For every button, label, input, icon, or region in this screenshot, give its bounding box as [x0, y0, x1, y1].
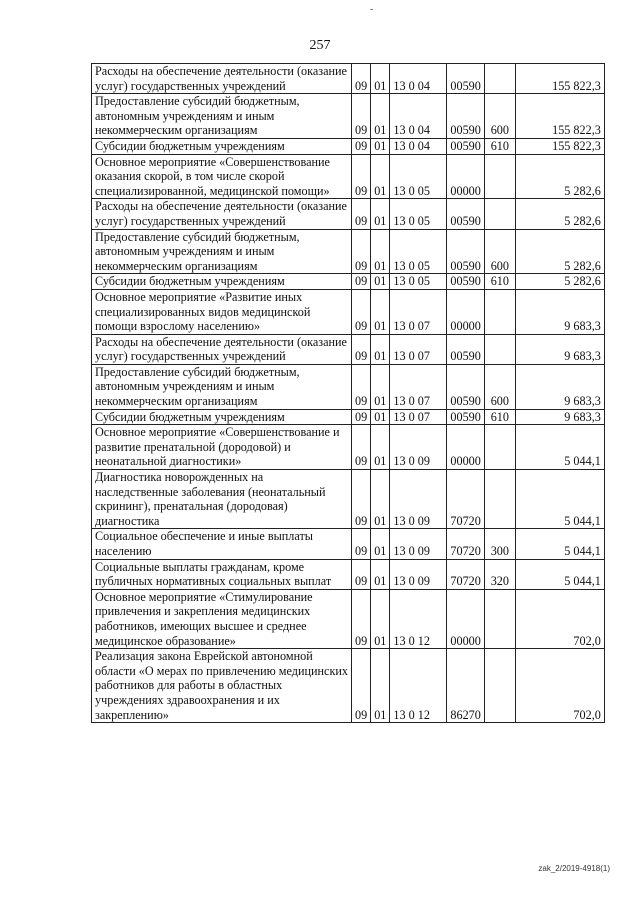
program-code: 13 0 07 [390, 289, 447, 334]
program-code: 13 0 07 [390, 334, 447, 364]
type-code [484, 425, 515, 470]
expense-code: 70720 [447, 529, 484, 559]
amount: 5 282,6 [515, 274, 604, 290]
program-code: 13 0 05 [390, 199, 447, 229]
subsection-code: 01 [371, 274, 390, 290]
type-code: 600 [484, 94, 515, 139]
section-code: 09 [352, 559, 371, 589]
type-code: 300 [484, 529, 515, 559]
table-row [92, 199, 605, 229]
subsection-code: 01 [371, 425, 390, 470]
section-code: 09 [352, 289, 371, 334]
program-code: 13 0 09 [390, 529, 447, 559]
page-number: 257 [309, 38, 331, 53]
expense-code: 00590 [447, 274, 484, 290]
subsection-code: 01 [371, 334, 390, 364]
expense-code: 00590 [447, 364, 484, 409]
type-code: 610 [484, 274, 515, 290]
type-code [484, 334, 515, 364]
row-name: Диагностика новорожденных на наследственные заболевания (неонатальный скрининг), пренатальная (дородовая) диагностика [92, 470, 352, 529]
table-row [92, 274, 605, 290]
table-row [92, 529, 605, 559]
amount: 5 282,6 [515, 199, 604, 229]
expense-code: 00590 [447, 334, 484, 364]
amount: 9 683,3 [515, 409, 604, 425]
type-code: 600 [484, 229, 515, 274]
subsection-code: 01 [371, 138, 390, 154]
section-code: 09 [352, 529, 371, 559]
type-code [484, 289, 515, 334]
row-name: Предоставление субсидий бюджетным, автономным учреждениям и иным некоммерческим организациям [92, 229, 352, 274]
section-code: 09 [352, 470, 371, 529]
expense-code: 70720 [447, 470, 484, 529]
table-row [92, 559, 605, 589]
section-code: 09 [352, 154, 371, 199]
row-name: Предоставление субсидий бюджетным, автономным учреждениям и иным некоммерческим организациям [92, 94, 352, 139]
table-row [92, 589, 605, 648]
type-code: 600 [484, 364, 515, 409]
type-code: 610 [484, 409, 515, 425]
type-code: 320 [484, 559, 515, 589]
row-name: Предоставление субсидий бюджетным, автономным учреждениям и иным некоммерческим организациям [92, 364, 352, 409]
top-mark: - [370, 4, 374, 15]
row-name: Социальные выплаты гражданам, кроме публичных нормативных социальных выплат [92, 559, 352, 589]
program-code: 13 0 04 [390, 138, 447, 154]
type-code [484, 649, 515, 723]
expense-code: 70720 [447, 559, 484, 589]
expense-code: 00000 [447, 589, 484, 648]
row-name: Субсидии бюджетным учреждениям [92, 409, 352, 425]
type-code: 610 [484, 138, 515, 154]
program-code: 13 0 04 [390, 94, 447, 139]
subsection-code: 01 [371, 199, 390, 229]
section-code: 09 [352, 649, 371, 723]
amount: 155 822,3 [515, 94, 604, 139]
section-code: 09 [352, 364, 371, 409]
row-name: Субсидии бюджетным учреждениям [92, 274, 352, 290]
subsection-code: 01 [371, 94, 390, 139]
subsection-code: 01 [371, 529, 390, 559]
section-code: 09 [352, 138, 371, 154]
subsection-code: 01 [371, 364, 390, 409]
type-code [484, 64, 515, 94]
amount: 5 282,6 [515, 154, 604, 199]
row-name: Социальное обеспечение и иные выплаты населению [92, 529, 352, 559]
expense-code: 00590 [447, 138, 484, 154]
program-code: 13 0 09 [390, 425, 447, 470]
table-row [92, 138, 605, 154]
section-code: 09 [352, 425, 371, 470]
expense-code: 00000 [447, 425, 484, 470]
table-row [92, 649, 605, 723]
program-code: 13 0 05 [390, 274, 447, 290]
section-code: 09 [352, 589, 371, 648]
section-code: 09 [352, 94, 371, 139]
table-row [92, 409, 605, 425]
row-name: Основное мероприятие «Совершенствование оказания скорой, в том числе скорой специализированной, медицинской помощи» [92, 154, 352, 199]
section-code: 09 [352, 64, 371, 94]
subsection-code: 01 [371, 64, 390, 94]
footer-code: zak_2/2019-4918(1) [538, 864, 610, 873]
program-code: 13 0 05 [390, 154, 447, 199]
row-name: Расходы на обеспечение деятельности (оказание услуг) государственных учреждений [92, 199, 352, 229]
table-row [92, 470, 605, 529]
row-name: Субсидии бюджетным учреждениям [92, 138, 352, 154]
subsection-code: 01 [371, 470, 390, 529]
row-name: Основное мероприятие «Совершенствование и развитие пренатальной (дородовой) и неонатальной диагностики» [92, 425, 352, 470]
program-code: 13 0 09 [390, 559, 447, 589]
expense-code: 00590 [447, 199, 484, 229]
expense-code: 00590 [447, 94, 484, 139]
row-name: Расходы на обеспечение деятельности (оказание услуг) государственных учреждений [92, 64, 352, 94]
amount: 702,0 [515, 589, 604, 648]
expense-code: 00590 [447, 409, 484, 425]
row-name: Основное мероприятие «Стимулирование привлечения и закрепления медицинских работников, имеющих высшее и среднее медицинское образование» [92, 589, 352, 648]
program-code: 13 0 07 [390, 409, 447, 425]
section-code: 09 [352, 229, 371, 274]
amount: 9 683,3 [515, 334, 604, 364]
section-code: 09 [352, 274, 371, 290]
expense-code: 86270 [447, 649, 484, 723]
amount: 5 044,1 [515, 529, 604, 559]
subsection-code: 01 [371, 409, 390, 425]
subsection-code: 01 [371, 649, 390, 723]
amount: 5 044,1 [515, 559, 604, 589]
amount: 5 044,1 [515, 425, 604, 470]
amount: 5 044,1 [515, 470, 604, 529]
budget-table-body [92, 64, 605, 723]
expense-code: 00000 [447, 154, 484, 199]
type-code [484, 589, 515, 648]
table-row [92, 425, 605, 470]
subsection-code: 01 [371, 289, 390, 334]
table-row [92, 364, 605, 409]
section-code: 09 [352, 199, 371, 229]
type-code [484, 154, 515, 199]
amount: 5 282,6 [515, 229, 604, 274]
table-row [92, 94, 605, 139]
row-name: Расходы на обеспечение деятельности (оказание услуг) государственных учреждений [92, 334, 352, 364]
type-code [484, 470, 515, 529]
program-code: 13 0 07 [390, 364, 447, 409]
program-code: 13 0 04 [390, 64, 447, 94]
type-code [484, 199, 515, 229]
expense-code: 00590 [447, 64, 484, 94]
row-name: Основное мероприятие «Развитие иных специализированных видов медицинской помощи взрослому населению» [92, 289, 352, 334]
expense-code: 00590 [447, 229, 484, 274]
section-code: 09 [352, 409, 371, 425]
amount: 9 683,3 [515, 364, 604, 409]
subsection-code: 01 [371, 589, 390, 648]
amount: 9 683,3 [515, 289, 604, 334]
table-row [92, 289, 605, 334]
subsection-code: 01 [371, 229, 390, 274]
table-row [92, 154, 605, 199]
program-code: 13 0 05 [390, 229, 447, 274]
section-code: 09 [352, 334, 371, 364]
row-name: Реализация закона Еврейской автономной области «О мерах по привлечению медицинских работников для работы в областных учреждениях здравоохранения и их закреплению» [92, 649, 352, 723]
table-row [92, 334, 605, 364]
table-row [92, 64, 605, 94]
table-row [92, 229, 605, 274]
amount: 155 822,3 [515, 64, 604, 94]
program-code: 13 0 12 [390, 589, 447, 648]
program-code: 13 0 09 [390, 470, 447, 529]
expense-code: 00000 [447, 289, 484, 334]
subsection-code: 01 [371, 154, 390, 199]
budget-table [91, 63, 605, 723]
amount: 702,0 [515, 649, 604, 723]
program-code: 13 0 12 [390, 649, 447, 723]
amount: 155 822,3 [515, 138, 604, 154]
subsection-code: 01 [371, 559, 390, 589]
